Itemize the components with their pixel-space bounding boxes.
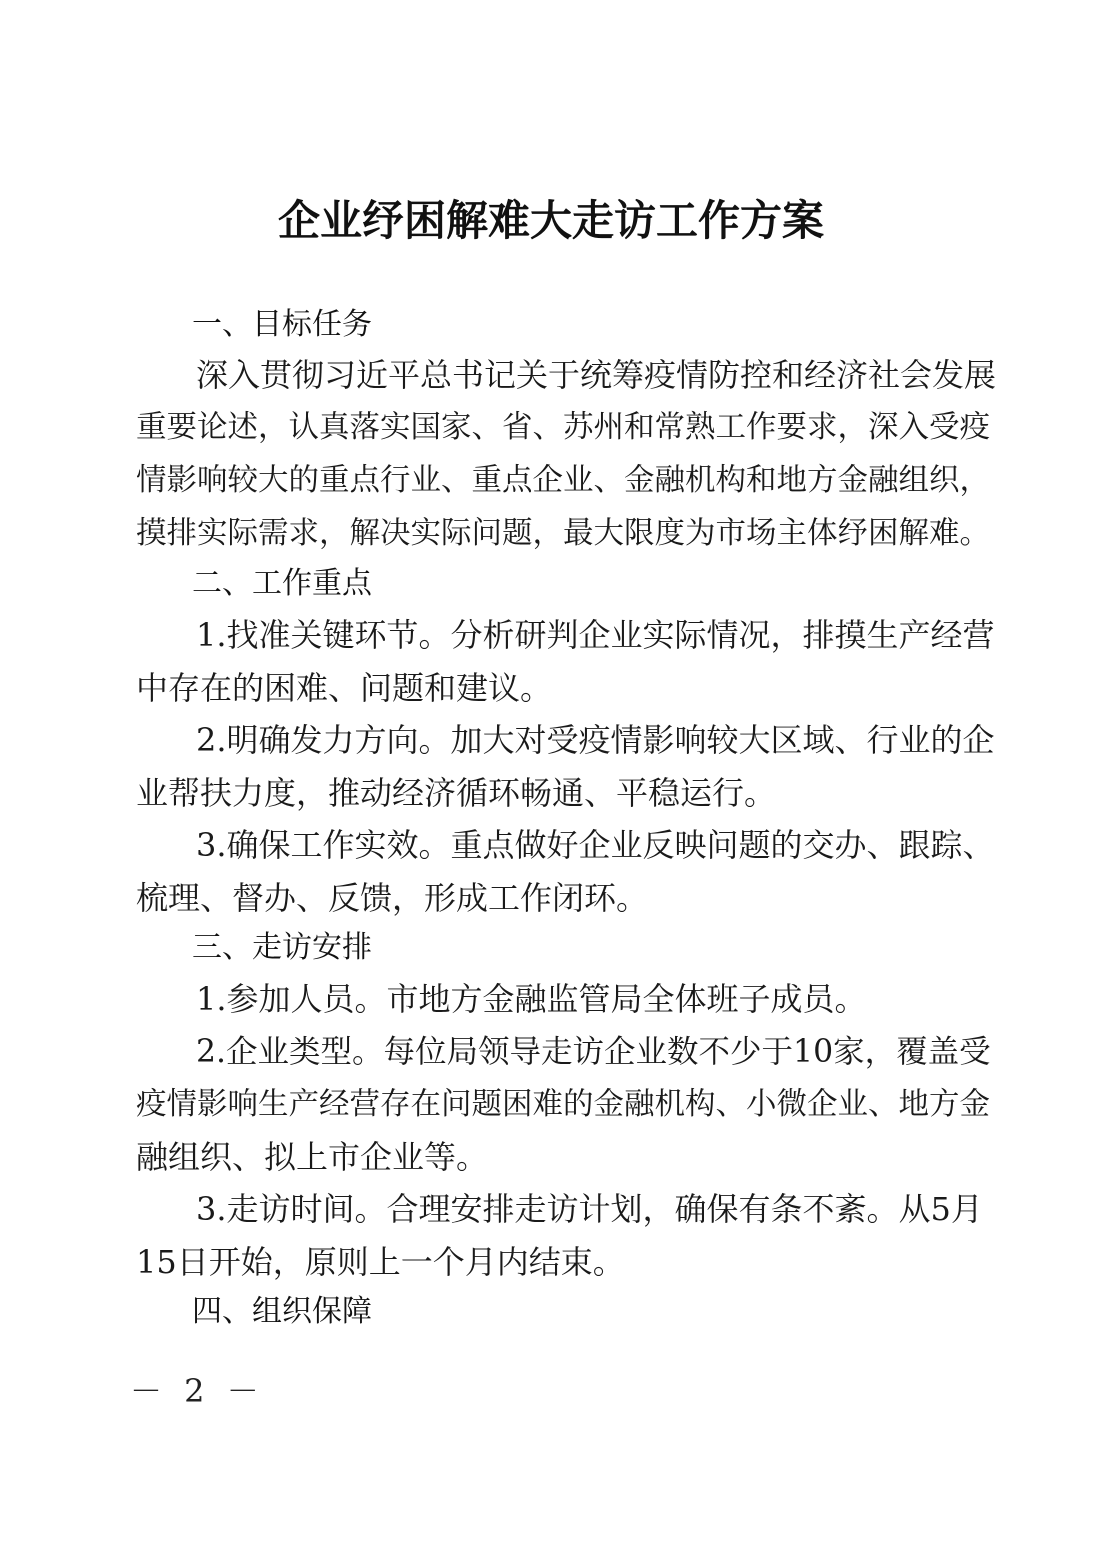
list-item-line: 2.企业类型。每位局领导走访企业数不少于10家，覆盖受: [196, 1034, 991, 1070]
paragraph-line: 情影响较大的重点行业、重点企业、金融机构和地方金融组织，: [136, 463, 990, 498]
paragraph-line: 摸排实际需求，解决实际问题，最大限度为市场主体纾困解难。: [136, 516, 990, 551]
list-item-line: 3.走访时间。合理安排走访计划，确保有条不紊。从5月: [196, 1190, 983, 1228]
section-heading-visits: 三、走访安排: [192, 930, 372, 965]
page-number: － 2 －: [130, 1372, 265, 1410]
section-heading-organization: 四、组织保障: [192, 1294, 372, 1329]
paragraph-line: 重要论述，认真落实国家、省、苏州和常熟工作要求，深入受疫: [136, 410, 990, 445]
section-heading-focus: 二、工作重点: [192, 566, 372, 601]
list-item-line: 融组织、拟上市企业等。: [136, 1138, 489, 1176]
list-item-line: 1.找准关键环节。分析研判企业实际情况，排摸生产经营: [196, 616, 995, 654]
list-item-line: 3.确保工作实效。重点做好企业反映问题的交办、跟踪、: [196, 826, 995, 864]
list-item-line: 梳理、督办、反馈，形成工作闭环。: [136, 879, 649, 917]
section-heading-goals: 一、目标任务: [192, 307, 372, 342]
list-item-line: 中存在的困难、问题和建议。: [136, 669, 553, 707]
list-item-line: 2.明确发力方向。加大对受疫情影响较大区域、行业的企: [196, 721, 995, 759]
list-item-line: 1.参加人员。市地方金融监管局全体班子成员。: [196, 980, 867, 1018]
document-title: 企业纾困解难大走访工作方案: [277, 196, 824, 245]
paragraph-line: 深入贯彻习近平总书记关于统筹疫情防控和经济社会发展: [196, 356, 997, 394]
list-item-line: 15日开始，原则上一个月内结束。: [136, 1243, 625, 1281]
list-item-line: 业帮扶力度，推动经济循环畅通、平稳运行。: [136, 774, 777, 812]
list-item-line: 疫情影响生产经营存在问题困难的金融机构、小微企业、地方金: [136, 1087, 990, 1122]
